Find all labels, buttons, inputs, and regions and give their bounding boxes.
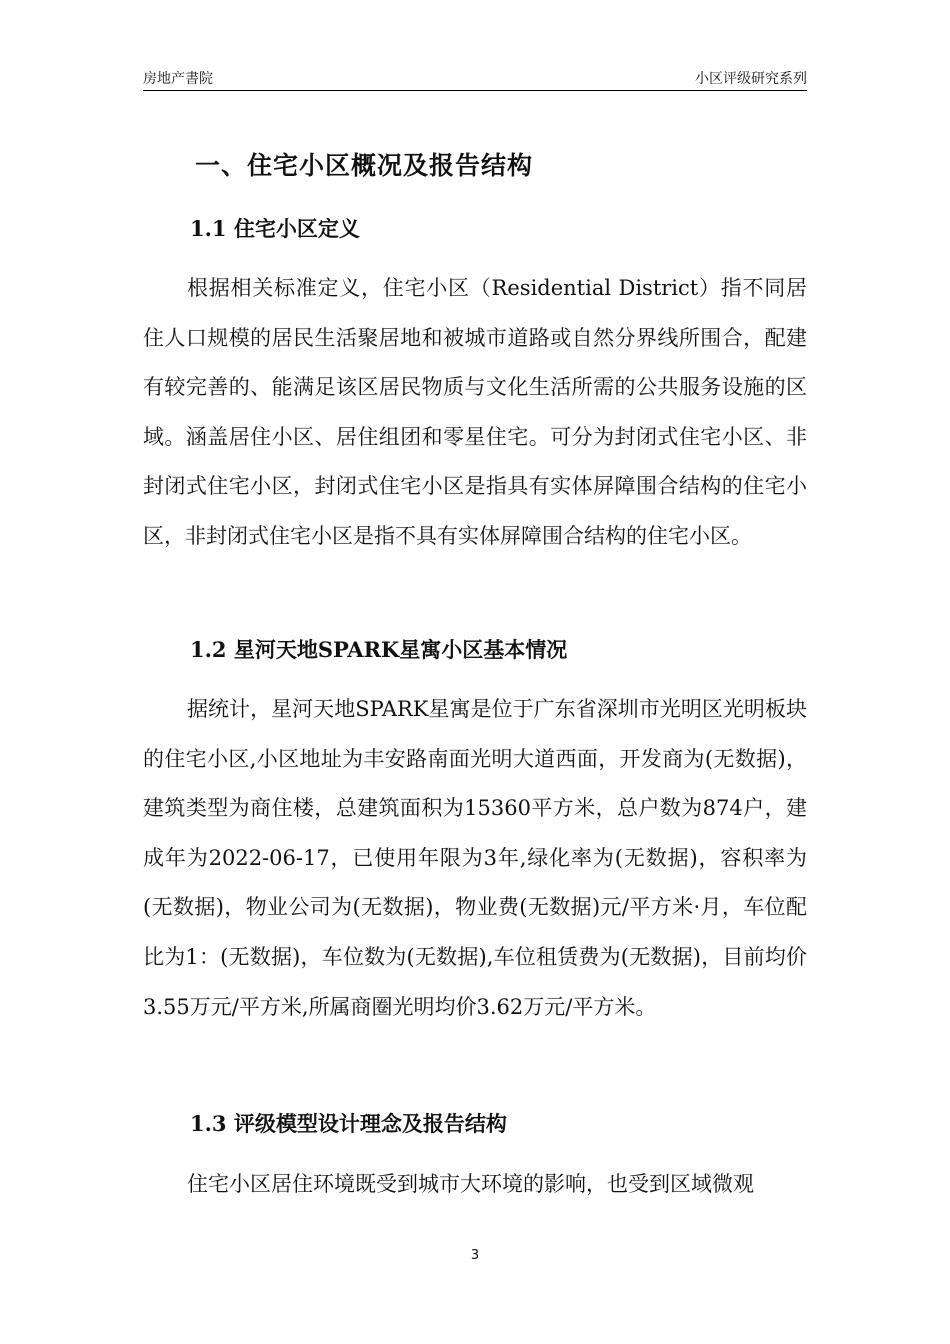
subsection-heading-1-1: 1.1 住宅小区定义 xyxy=(190,216,360,241)
paragraph-model-design: 住宅小区居住环境既受到城市大环境的影响，也受到区域微观 xyxy=(187,1172,754,1196)
paragraph-definition: 根据相关标准定义，住宅小区（Residential District）指不同居住人口规模的居民生活聚居地和被城市道路或自然分界线所围合，配建有较完善的、能满足该区居民物质与文化生活所需的公共服务设施的区域。涵盖居住小区、居住组团和零星住宅。可分为封闭式住宅小区、非封闭式住宅小区，封闭式住宅小区是指具有实体屏障围合结构的住宅小区，非封闭式住宅小区是指不具有实体屏障围合结构的住宅小区。 xyxy=(143,276,807,548)
section-heading: 一、住宅小区概况及报告结构 xyxy=(195,151,534,180)
page-header xyxy=(143,68,807,91)
page-number: 3 xyxy=(470,1248,480,1263)
subsection-heading-1-3: 1.3 评级模型设计理念及报告结构 xyxy=(190,1111,507,1136)
subsection-heading-1-2: 1.2 星河天地SPARK星寓小区基本情况 xyxy=(190,637,568,662)
header-publisher: 房地产書院 xyxy=(143,71,213,87)
header-series-title: 小区评级研究系列 xyxy=(695,71,807,87)
paragraph-basic-info: 据统计，星河天地SPARK星寓是位于广东省深圳市光明区光明板块的住宅小区,小区地址为丰安路南面光明大道西面，开发商为(无数据)，建筑类型为商住楼，总建筑面积为15360平方米，总户数为874户，建成年为2022-06-17，已使用年限为3年,绿化率为(无数据)，容积率为(无数据)，物业公司为(无数据)，物业费(无数据)元/平方米·月，车位配比为1：(无数据)，车位数为(无数据),车位租赁费为(无数据)，目前均价3.55万元/平方米,所属商圈光明均价3.62万元/平方米。 xyxy=(143,697,807,1019)
